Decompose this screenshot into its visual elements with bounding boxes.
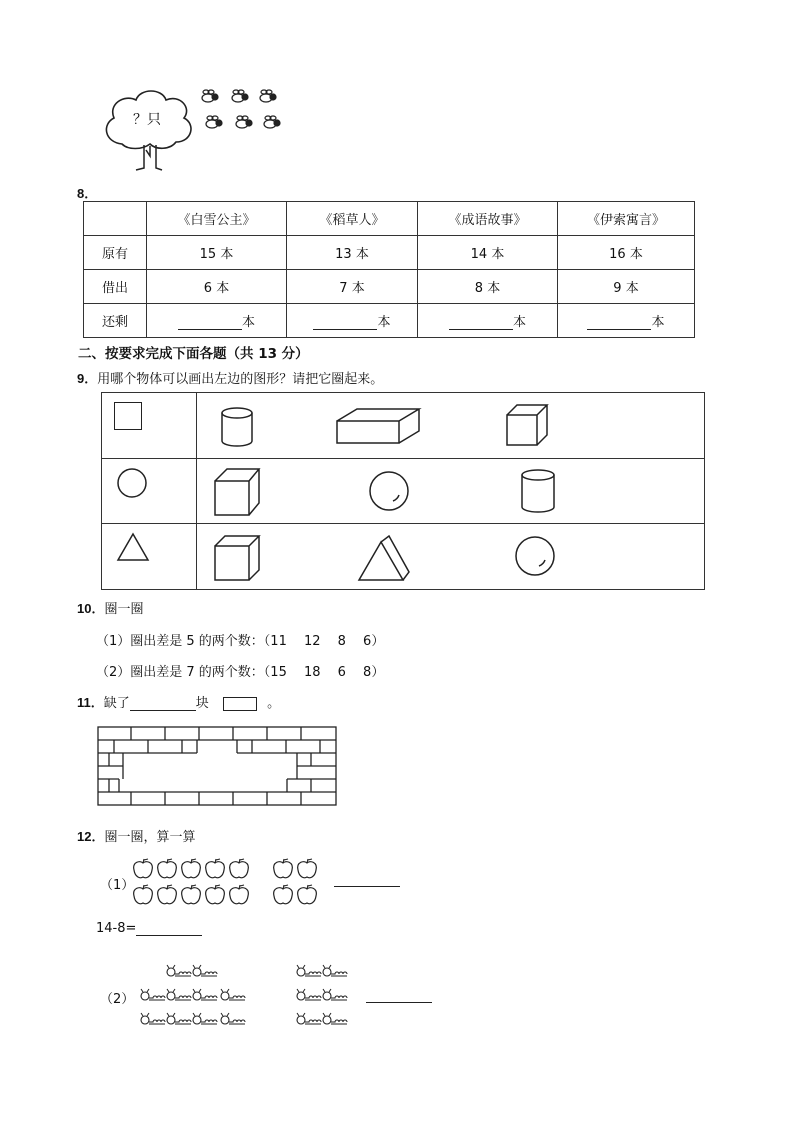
brick-icon (223, 697, 257, 711)
shape-row-triangle (102, 524, 705, 590)
question-11-text: 缺了 (103, 696, 130, 711)
table-row (84, 236, 695, 270)
cylinder-icon[interactable] (219, 405, 255, 449)
table-header-row (84, 202, 695, 236)
cube-icon[interactable] (213, 534, 261, 582)
table-header-cell (84, 202, 147, 236)
apple-icon (134, 859, 317, 904)
row-label: 还剩 (84, 304, 147, 338)
square-icon (114, 402, 142, 430)
triangular-prism-icon[interactable] (357, 534, 411, 582)
question-10-item-1: （1）圈出差是 5 的两个数：（11 12 8 6） (96, 634, 385, 649)
bee-group (198, 86, 288, 136)
books-table (83, 201, 695, 338)
table-header-cell: 《伊索寓言》 (558, 202, 695, 236)
section-2-title: 二、按要求完成下面各题（共 13 分） (78, 346, 309, 362)
question-11-number: 11． (77, 695, 104, 710)
equation-line (96, 921, 202, 936)
question-11: 11．缺了 块 。 (77, 695, 281, 711)
caterpillar-icon (141, 965, 347, 1024)
caterpillar-group (136, 960, 366, 1036)
question-8-number: 8． (77, 186, 98, 201)
question-10-item-2: （2）圈出差是 7 的两个数：（15 18 6 8） (96, 665, 385, 680)
answer-cell[interactable]: 本 (287, 304, 418, 338)
row-label: 原有 (84, 236, 147, 270)
tree-label: ？只 (133, 112, 161, 128)
part-1-label: （1） (100, 878, 135, 893)
question-9-text: 用哪个物体可以画出左边的图形？请把它圈起来。 (97, 372, 384, 387)
cylinder-icon[interactable] (519, 467, 557, 515)
question-10-title: 圈一圈 (104, 602, 144, 617)
shape-row-circle (102, 459, 705, 524)
triangle-icon (116, 532, 150, 562)
table-cell: 9 本 (558, 270, 695, 304)
table-cell: 13 本 (287, 236, 418, 270)
sphere-icon[interactable] (367, 469, 411, 513)
square-options-cell (197, 393, 705, 459)
circle-target-cell (102, 459, 197, 524)
table-cell: 7 本 (287, 270, 418, 304)
square-target-cell (102, 393, 197, 459)
cube-icon[interactable] (505, 403, 549, 447)
question-12-number: 12． (77, 829, 105, 844)
answer-blank[interactable] (130, 696, 196, 711)
circle-options-cell (197, 459, 705, 524)
question-9 (77, 368, 383, 387)
table-row (84, 304, 695, 338)
question-12-title: 圈一圈，算一算 (104, 830, 196, 845)
question-10 (77, 598, 143, 617)
table-row (84, 270, 695, 304)
answer-blank[interactable] (136, 921, 202, 936)
table-cell: 16 本 (558, 236, 695, 270)
table-cell: 6 本 (147, 270, 287, 304)
triangle-target-cell (102, 524, 197, 590)
answer-blank[interactable] (334, 872, 400, 887)
shapes-table (101, 392, 705, 590)
question-9-number: 9． (77, 371, 98, 386)
shape-row-square (102, 393, 705, 459)
row-label: 借出 (84, 270, 147, 304)
cuboid-icon[interactable] (335, 407, 423, 445)
table-cell: 8 本 (418, 270, 558, 304)
question-12 (77, 826, 195, 845)
part-2-label: （2） (100, 992, 135, 1007)
triangle-options-cell (197, 524, 705, 590)
equation-text: 14-8= (96, 921, 137, 936)
apple-group (132, 856, 322, 910)
answer-cell[interactable]: 本 (147, 304, 287, 338)
cube-icon[interactable] (213, 467, 261, 517)
question-10-number: 10． (77, 601, 105, 616)
table-header-cell: 《稻草人》 (287, 202, 418, 236)
table-header-cell: 《白雪公主》 (147, 202, 287, 236)
answer-cell[interactable]: 本 (558, 304, 695, 338)
sphere-icon[interactable] (513, 534, 557, 578)
answer-blank[interactable] (366, 988, 432, 1003)
table-header-cell: 《成语故事》 (418, 202, 558, 236)
table-cell: 15 本 (147, 236, 287, 270)
circle-icon (116, 467, 148, 499)
table-cell: 14 本 (418, 236, 558, 270)
answer-cell[interactable]: 本 (418, 304, 558, 338)
brick-wall-figure (97, 726, 337, 806)
